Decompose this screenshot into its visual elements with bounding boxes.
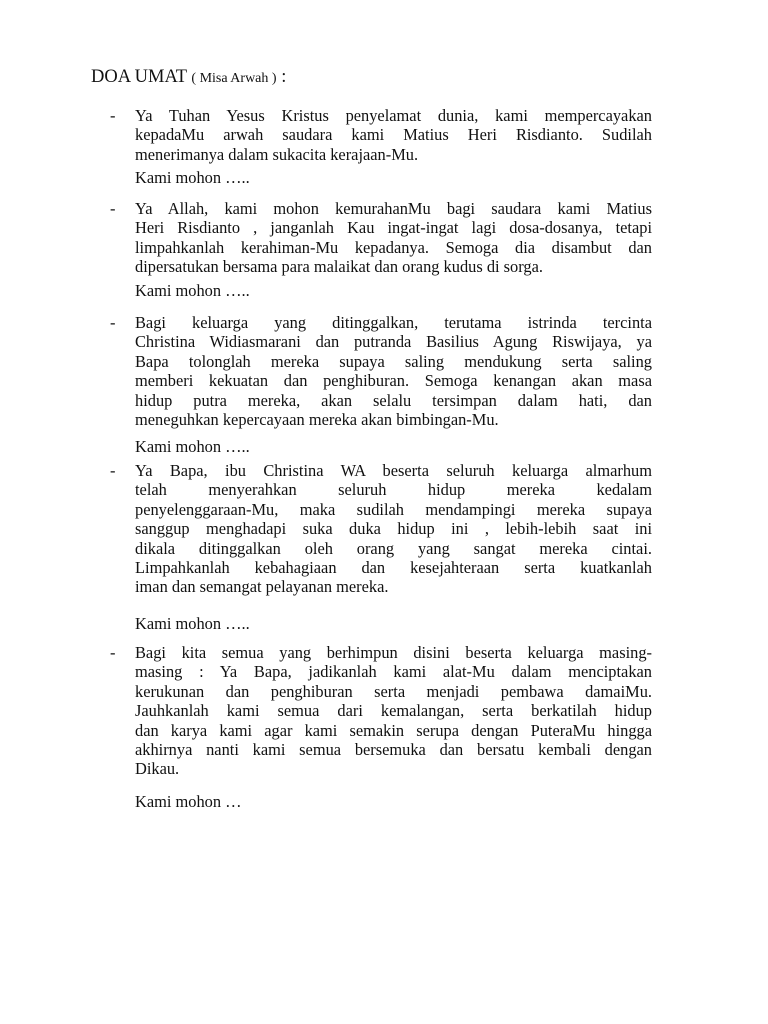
prayer-line: iman dan semangat pelayanan mereka.: [135, 577, 389, 597]
bullet-dash: -: [110, 461, 116, 480]
prayer-item: [110, 643, 652, 779]
prayer-line: kerukunan dan penghiburan serta menjadi pembawa damaiMu.: [135, 681, 652, 701]
prayer-line: Bapa tolonglah mereka supaya saling mendukung serta saling: [135, 351, 652, 371]
prayer-response: Kami mohon …..: [135, 281, 250, 300]
prayer-line: masing : Ya Bapa, jadikanlah kami alat-Mu dalam menciptakan: [135, 662, 652, 682]
title-colon: :: [281, 67, 287, 87]
prayer-response: Kami mohon …..: [135, 614, 250, 633]
title-main: DOA UMAT: [91, 67, 187, 87]
prayer-response: Kami mohon …: [135, 792, 242, 811]
bullet-dash: -: [110, 643, 116, 662]
prayer-line: akhirnya nanti kami semua bersemuka dan bersatu kembali dengan: [135, 740, 652, 760]
prayer-line: Bagi keluarga yang ditinggalkan, terutama istrinda tercinta: [135, 313, 652, 332]
prayer-line: Jauhkanlah kami semua dari kemalangan, serta berkatilah hidup: [135, 701, 652, 721]
prayer-item: [110, 199, 652, 277]
prayer-line: menerimanya dalam sukacita kerajaan-Mu.: [135, 144, 419, 164]
document-title: [91, 66, 286, 90]
prayer-line: dan karya kami agar kami semakin serupa dengan PuteraMu hingga: [135, 720, 652, 740]
prayer-line: Bagi kita semua yang berhimpun disini beserta keluarga masing-: [135, 643, 652, 662]
prayer-line: Ya Tuhan Yesus Kristus penyelamat dunia, kami mempercayakan: [135, 106, 652, 125]
prayer-text: [135, 461, 652, 597]
prayer-line: Ya Bapa, ibu Christina WA beserta seluruh keluarga almarhum: [135, 461, 652, 480]
prayer-response: Kami mohon …..: [135, 437, 250, 456]
prayer-text: [135, 106, 652, 164]
bullet-dash: -: [110, 106, 116, 125]
prayer-line: hidup putra mereka, akan selalu tersimpan dalam hati, dan: [135, 390, 652, 410]
prayer-line: dikala ditinggalkan oleh orang yang sangat mereka cintai.: [135, 538, 652, 558]
prayer-response: Kami mohon …..: [135, 168, 250, 187]
prayer-line: Ya Allah, kami mohon kemurahanMu bagi saudara kami Matius: [135, 199, 652, 218]
prayer-item: [110, 461, 652, 597]
prayer-line: memberi kekuatan dan penghiburan. Semoga kenangan akan masa: [135, 371, 652, 391]
prayer-line: Heri Risdianto , janganlah Kau ingat-ingat lagi dosa-dosanya, tetapi: [135, 218, 652, 238]
prayer-text: [135, 643, 652, 779]
prayer-line: telah menyerahkan seluruh hidup mereka kedalam: [135, 480, 652, 500]
prayer-text: [135, 199, 652, 277]
prayer-item: [110, 313, 652, 429]
prayer-line: Limpahkanlah kebahagiaan dan kesejahteraan serta kuatkanlah: [135, 558, 652, 578]
prayer-line: kepadaMu arwah saudara kami Matius Heri Risdianto. Sudilah: [135, 125, 652, 145]
prayer-line: limpahkanlah kerahiman-Mu kepadanya. Semoga dia disambut dan: [135, 237, 652, 257]
title-subtitle: ( Misa Arwah ): [191, 71, 277, 86]
prayer-text: [135, 313, 652, 429]
bullet-dash: -: [110, 199, 116, 218]
prayer-item: [110, 106, 652, 164]
prayer-line: penyelenggaraan-Mu, maka sudilah mendampingi mereka supaya: [135, 499, 652, 519]
prayer-line: Christina Widiasmarani dan putranda Basilius Agung Riswijaya, ya: [135, 332, 652, 352]
prayer-line: sanggup menghadapi suka duka hidup ini , lebih-lebih saat ini: [135, 519, 652, 539]
bullet-dash: -: [110, 313, 116, 332]
prayer-line: Dikau.: [135, 759, 180, 779]
prayer-line: dipersatukan bersama para malaikat dan orang kudus di sorga.: [135, 257, 543, 277]
prayer-line: meneguhkan kepercayaan mereka akan bimbingan-Mu.: [135, 410, 499, 430]
